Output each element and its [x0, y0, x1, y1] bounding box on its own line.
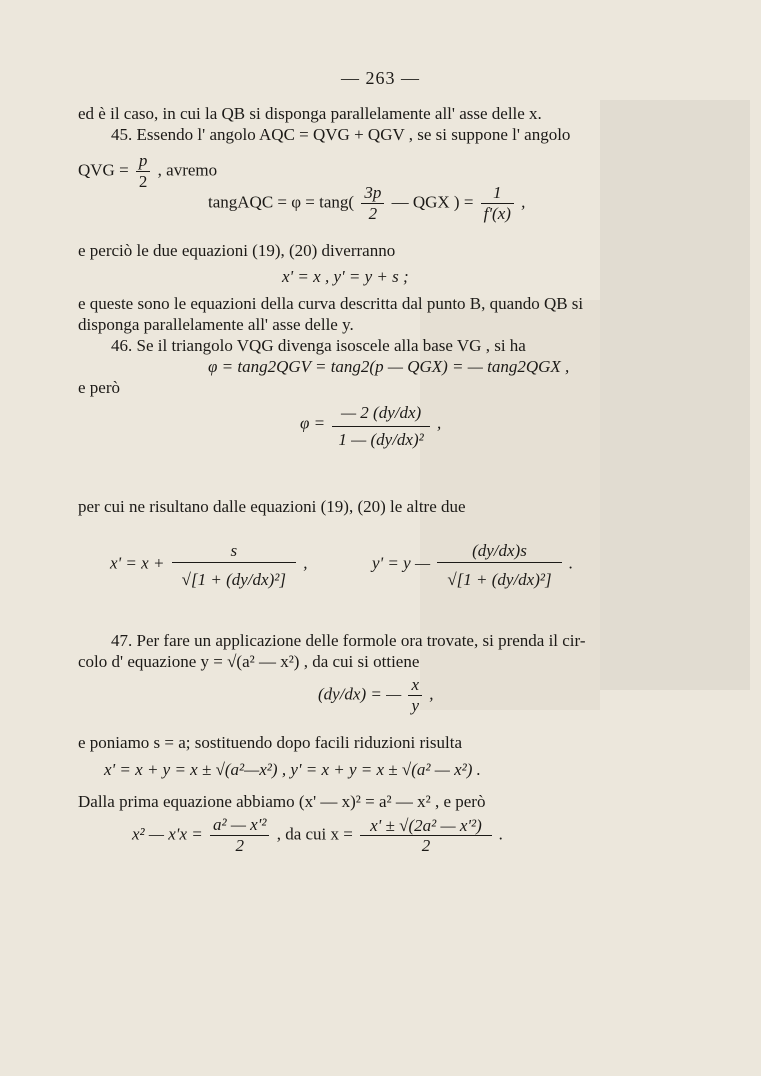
eq5-left-lead: x' = x +	[110, 553, 165, 573]
paragraph-1: ed è il caso, in cui la QB si disponga parallelamente all' asse delle x.	[78, 104, 542, 123]
eq5-left-den: √[1 + (dy/dx)²]	[181, 570, 286, 589]
eq1-num: 3p	[361, 184, 384, 204]
eq4-fraction	[332, 400, 429, 449]
page-number: — 263 —	[341, 68, 420, 88]
eq4-tail: ,	[437, 413, 442, 433]
eq4-num: — 2 (dy/dx)	[332, 400, 429, 427]
eq1-right-fraction	[481, 184, 514, 223]
eq4-den: 1 — (dy/dx)²	[338, 430, 424, 449]
eq4-lead: φ =	[300, 413, 326, 433]
eq1-fraction	[361, 184, 384, 223]
eq8-tail: .	[499, 824, 504, 844]
eq8-num: a² — x'²	[210, 816, 270, 836]
qvg-lead: QVG =	[78, 160, 129, 180]
eq1-tail: ,	[521, 192, 526, 212]
eq1-mid: — QGX ) =	[391, 192, 474, 212]
qvg-tail: , avremo	[157, 160, 218, 180]
fraction-denominator: 2	[138, 172, 148, 191]
paragraph-curve-b: disponga parallelamente all' asse delle y.	[78, 315, 354, 334]
p-over-2-fraction	[136, 152, 151, 191]
eq8-den: 2	[235, 836, 244, 855]
equation-circle-derivative	[318, 676, 434, 715]
paragraph-curve-a: e queste sono le equazioni della curva descritta dal punto B, quando QB si	[78, 294, 584, 313]
paragraph-risultano: per cui ne risultano dalle equazioni (19), (20) le altre due	[78, 497, 466, 516]
paragraph-dalla-prima: Dalla prima equazione abbiamo (x' — x)² = a² — x² , e però	[78, 792, 486, 811]
paragraph-perciò: e perciò le due equazioni (19), (20) diverranno	[78, 241, 396, 260]
equation-phi-derivative	[300, 400, 441, 449]
eq5-right-num: (dy/dx)s	[437, 540, 561, 563]
eq1-rden: f'(x)	[483, 204, 511, 223]
eq6-den: y	[411, 696, 420, 715]
eq6-lead: (dy/dx) = —	[318, 684, 402, 704]
equation-phi-tang2: φ = tang2QGV = tang2(p — QGX) = — tang2QGX ,	[208, 357, 570, 376]
eq1-rnum: 1	[481, 184, 514, 204]
equation-x-y-prime: x' = x , y' = y + s ;	[282, 267, 409, 286]
eq5-left-num: s	[172, 540, 296, 563]
eq8-rden: 2	[421, 835, 431, 855]
eq8-right-fraction	[360, 817, 492, 855]
equation-y-prime-sqrt	[372, 540, 573, 589]
paragraph-poniamo: e poniamo s = a; sostituendo dopo facili riduzioni risulta	[78, 733, 462, 752]
paragraph-45: 45. Essendo l' angolo AQC = QVG + QGV , se si suppone l' angolo	[111, 125, 571, 144]
paragraph-46: 46. Se il triangolo VQG divenga isoscele alla base VG , si ha	[111, 336, 526, 355]
bleed-through-shade	[600, 100, 750, 690]
eq6-num: x	[408, 676, 422, 696]
eq1-lead: tangAQC = φ = tang(	[208, 192, 355, 212]
eq5-right-lead: y' = y —	[372, 553, 431, 573]
eq6-tail: ,	[429, 684, 434, 704]
eq5-left-fraction	[172, 540, 296, 589]
equation-substitution: x' = x + y = x ± √(a²—x²) , y' = x + y = x ± √(a² — x²) .	[104, 760, 481, 779]
eq8-lead: x² — x'x =	[132, 824, 203, 844]
paragraph-47-b: colo d' equazione y = √(a² — x²) , da cui si ottiene	[78, 652, 420, 671]
eq5-right-den: √[1 + (dy/dx)²]	[447, 570, 552, 589]
eq8-rnum: x' ± √(2a² — x'²)	[360, 817, 492, 836]
equation-x-prime-sqrt	[110, 540, 307, 589]
paragraph-e-pero: e però	[78, 378, 121, 397]
equation-tang-aqc	[208, 184, 525, 223]
eq8-fraction	[210, 816, 270, 855]
fraction-numerator: p	[136, 152, 151, 172]
eq5-right-fraction	[437, 540, 561, 589]
eq1-den: 2	[368, 204, 378, 223]
eq8-mid: , da cui x =	[276, 824, 353, 844]
eq6-fraction	[408, 676, 422, 715]
paragraph-47-a: 47. Per fare un applicazione delle formole ora trovate, si prenda il cir-	[111, 631, 586, 650]
eq5-tail: .	[568, 553, 574, 573]
equation-final	[132, 816, 503, 855]
paragraph-qvg	[78, 152, 217, 191]
eq5-sep: ,	[303, 553, 308, 573]
